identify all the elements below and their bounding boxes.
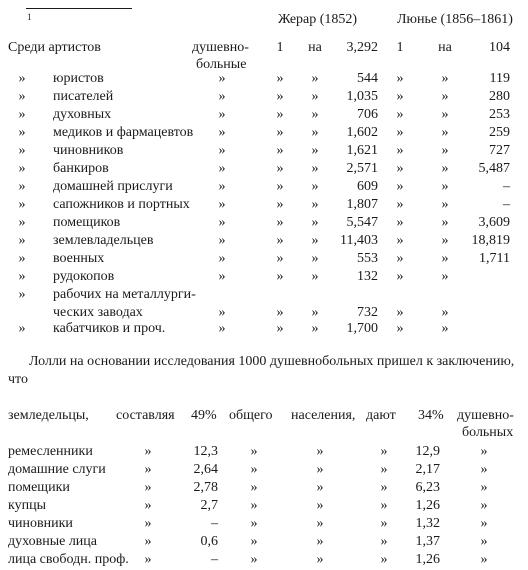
ditto-mark: » <box>18 125 26 140</box>
cell: » <box>276 251 284 266</box>
cell: » <box>380 552 388 567</box>
lead-word: общего <box>229 408 273 423</box>
cell: 2,17 <box>415 462 440 477</box>
cell: 2,7 <box>200 498 218 513</box>
cell: » <box>250 444 258 459</box>
cell: 1,711 <box>479 251 510 266</box>
cell: » <box>218 269 226 284</box>
cell: 553 <box>357 251 378 266</box>
cell: » <box>250 534 258 549</box>
cell: » <box>441 179 449 194</box>
cell: » <box>144 516 152 531</box>
cell: 1,37 <box>415 534 440 549</box>
cell: » <box>316 534 324 549</box>
cell: 1,807 <box>346 197 378 212</box>
cell: » <box>218 89 226 104</box>
cell: » <box>316 498 324 513</box>
cell: » <box>441 215 449 230</box>
cell: » <box>276 161 284 176</box>
ditto-mark: » <box>18 179 26 194</box>
lead-word: 49% <box>191 408 217 423</box>
cell: » <box>311 269 319 284</box>
ditto-mark: » <box>18 197 26 212</box>
ditto-mark: » <box>18 215 26 230</box>
cell: » <box>441 161 449 176</box>
cell: » <box>396 179 404 194</box>
cell: » <box>276 233 284 248</box>
cell: – <box>211 516 218 531</box>
cell: » <box>311 143 319 158</box>
cell: » <box>218 125 226 140</box>
cell: » <box>441 107 449 122</box>
cell: 1,26 <box>415 552 440 567</box>
cell: 11,403 <box>340 233 378 248</box>
cell: » <box>144 534 152 549</box>
ditto-mark: » <box>18 89 26 104</box>
row-label: чиновников <box>53 143 124 158</box>
lead-word: 34% <box>418 408 444 423</box>
cell: 119 <box>489 71 510 86</box>
row-label: купцы <box>8 498 46 513</box>
cell: » <box>311 233 319 248</box>
cell: » <box>396 89 404 104</box>
cell: » <box>250 480 258 495</box>
cell: » <box>311 215 319 230</box>
cell: » <box>276 89 284 104</box>
cell: » <box>218 305 226 320</box>
row-label: медиков и фармацевтов <box>53 125 194 140</box>
cell: » <box>396 251 404 266</box>
cell: » <box>276 71 284 86</box>
label-mentally-ill-2: больные <box>196 57 247 72</box>
lead-word: земледельцы, <box>8 408 89 423</box>
cell: на <box>438 40 452 55</box>
cell: 5,487 <box>478 161 510 176</box>
cell: 1,621 <box>346 143 378 158</box>
cell: » <box>276 125 284 140</box>
cell: » <box>396 305 404 320</box>
cell: 732 <box>357 305 378 320</box>
cell: 1,602 <box>346 125 378 140</box>
row-label: ремесленники <box>8 444 93 459</box>
row-label: помещиков <box>53 215 121 230</box>
row-label: чиновники <box>8 516 73 531</box>
cell: » <box>250 516 258 531</box>
lead-word: больных <box>462 425 514 440</box>
ditto-mark: » <box>18 251 26 266</box>
row-label: военных <box>53 251 105 266</box>
cell: » <box>276 215 284 230</box>
cell: 280 <box>489 89 510 104</box>
cell: » <box>441 89 449 104</box>
cell: – <box>503 179 510 194</box>
cell: » <box>276 305 284 320</box>
ditto-mark: » <box>18 233 26 248</box>
ditto-mark: » <box>18 143 26 158</box>
cell: » <box>441 71 449 86</box>
cell: » <box>441 251 449 266</box>
row-label: духовные лица <box>8 534 97 549</box>
cell: » <box>218 143 226 158</box>
cell: » <box>480 498 488 513</box>
cell: 3,292 <box>346 40 378 55</box>
lead-word: душевно- <box>457 408 514 423</box>
cell: » <box>144 462 152 477</box>
cell: » <box>144 444 152 459</box>
lead-word: населения, <box>291 408 356 423</box>
cell: 706 <box>357 107 378 122</box>
cell: » <box>441 269 449 284</box>
ditto-mark: » <box>18 321 26 336</box>
cell: » <box>480 552 488 567</box>
cell: » <box>276 107 284 122</box>
row-label: лица свободн. проф. <box>8 552 129 567</box>
cell: » <box>218 215 226 230</box>
header-gerard: Жерар (1852) <box>278 12 358 27</box>
cell: » <box>311 305 319 320</box>
cell: » <box>218 233 226 248</box>
cell: » <box>396 269 404 284</box>
cell: » <box>441 125 449 140</box>
cell: » <box>380 516 388 531</box>
cell: » <box>316 480 324 495</box>
cell: 544 <box>357 71 378 86</box>
lead-word: составляя <box>116 408 175 423</box>
cell: » <box>396 321 404 336</box>
cell: 6,23 <box>415 480 440 495</box>
cell: » <box>441 233 449 248</box>
ditto-mark: » <box>18 269 26 284</box>
cell: » <box>218 161 226 176</box>
cell: – <box>211 552 218 567</box>
cell: » <box>480 444 488 459</box>
cell: » <box>396 161 404 176</box>
cell: » <box>380 462 388 477</box>
cell: 259 <box>489 125 510 140</box>
ditto-mark: » <box>18 107 26 122</box>
cell: » <box>396 197 404 212</box>
cell: 1 <box>396 40 404 55</box>
row-label: банкиров <box>53 161 109 176</box>
cell: » <box>396 125 404 140</box>
cell: 1,32 <box>415 516 440 531</box>
cell: 0,6 <box>200 534 218 549</box>
row-label: домашние слуги <box>8 462 106 477</box>
cell: » <box>276 143 284 158</box>
cell: 2,78 <box>193 480 218 495</box>
ditto-mark: » <box>18 287 26 302</box>
cell: » <box>250 462 258 477</box>
row-label: рабочих на металлурги- <box>53 287 196 302</box>
footnote-marker: 1 <box>27 12 32 22</box>
row-label: писателей <box>53 89 114 104</box>
paragraph-line-2: что <box>8 372 28 387</box>
cell: » <box>311 251 319 266</box>
row-label: кабатчиков и проч. <box>53 321 166 336</box>
cell: » <box>316 462 324 477</box>
header-lyunie: Люнье (1856–1861) <box>397 12 513 27</box>
cell: » <box>250 552 258 567</box>
cell: » <box>218 107 226 122</box>
row-label: юристов <box>53 71 104 86</box>
cell: » <box>218 197 226 212</box>
cell: » <box>311 107 319 122</box>
row-label-artists: Среди артистов <box>8 40 101 55</box>
cell: » <box>144 480 152 495</box>
cell: » <box>396 71 404 86</box>
cell: » <box>380 480 388 495</box>
cell: » <box>276 269 284 284</box>
cell: 12,3 <box>193 444 218 459</box>
cell: » <box>396 233 404 248</box>
cell: 727 <box>489 143 510 158</box>
cell: 104 <box>489 40 510 55</box>
row-label: домашней прислуги <box>53 179 173 194</box>
row-label: ческих заводах <box>53 305 143 320</box>
cell: » <box>441 143 449 158</box>
footnote-rule <box>26 8 132 9</box>
cell: » <box>480 462 488 477</box>
cell: » <box>441 305 449 320</box>
cell: » <box>380 534 388 549</box>
cell: на <box>308 40 322 55</box>
cell: » <box>316 552 324 567</box>
paragraph-line-1: Лолли на основании исследования 1000 душевнобольных пришел к заключению, <box>29 354 515 369</box>
row-label: землевладельцев <box>53 233 154 248</box>
cell: 1 <box>276 40 284 55</box>
cell: 5,547 <box>346 215 378 230</box>
cell: » <box>441 197 449 212</box>
cell: » <box>276 179 284 194</box>
label-mentally-ill-1: душевно- <box>192 40 249 55</box>
cell: » <box>311 161 319 176</box>
cell: – <box>503 197 510 212</box>
cell: » <box>311 89 319 104</box>
cell: » <box>311 179 319 194</box>
cell: 132 <box>357 269 378 284</box>
row-label: помещики <box>8 480 70 495</box>
cell: » <box>316 444 324 459</box>
cell: » <box>218 71 226 86</box>
cell: 1,035 <box>346 89 378 104</box>
cell: » <box>250 498 258 513</box>
cell: » <box>380 444 388 459</box>
row-label: рудокопов <box>53 269 115 284</box>
cell: » <box>480 480 488 495</box>
cell: 18,819 <box>471 233 510 248</box>
cell: » <box>311 71 319 86</box>
cell: 2,571 <box>346 161 378 176</box>
cell: » <box>480 516 488 531</box>
cell: » <box>311 125 319 140</box>
cell: » <box>144 552 152 567</box>
cell: » <box>480 534 488 549</box>
cell: 3,609 <box>478 215 510 230</box>
cell: » <box>276 197 284 212</box>
cell: » <box>218 251 226 266</box>
ditto-mark: » <box>18 71 26 86</box>
ditto-mark: » <box>18 161 26 176</box>
row-label: духовных <box>53 107 112 122</box>
row-label: сапожников и портных <box>53 197 190 212</box>
cell: 1,700 <box>346 321 378 336</box>
cell: 12,9 <box>415 444 440 459</box>
cell: » <box>311 197 319 212</box>
cell: » <box>396 143 404 158</box>
cell: » <box>441 321 449 336</box>
cell: » <box>380 498 388 513</box>
cell: 253 <box>489 107 510 122</box>
cell: » <box>144 498 152 513</box>
cell: » <box>396 107 404 122</box>
cell: » <box>218 321 226 336</box>
lead-word: дают <box>366 408 396 423</box>
cell: » <box>311 321 319 336</box>
cell: 609 <box>357 179 378 194</box>
cell: » <box>316 516 324 531</box>
cell: » <box>218 179 226 194</box>
cell: » <box>396 215 404 230</box>
cell: » <box>276 321 284 336</box>
cell: 2,64 <box>193 462 218 477</box>
cell: 1,26 <box>415 498 440 513</box>
